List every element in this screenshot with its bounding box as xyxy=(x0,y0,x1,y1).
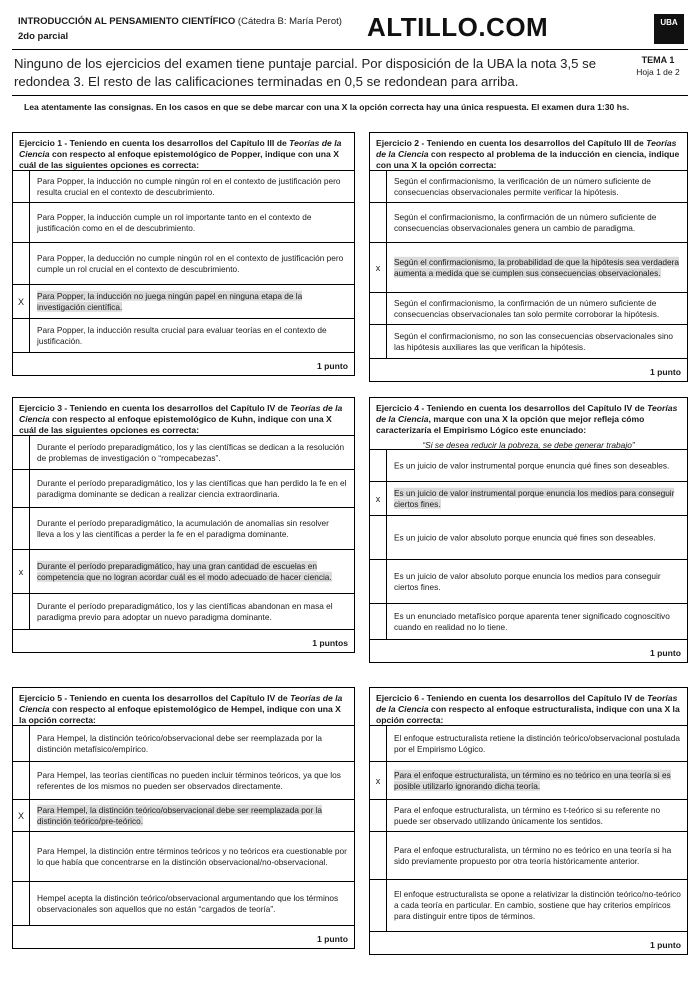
answer-checkbox[interactable] xyxy=(13,470,30,507)
course-title xyxy=(18,16,342,27)
answer-option[interactable] xyxy=(370,880,687,932)
prompt-text: Ejercicio 4 - Teniendo en cuenta los desarrollos del Capítulo IV de xyxy=(376,403,648,413)
option-label xyxy=(394,297,681,319)
option-label xyxy=(394,804,681,826)
option-text: Para Hempel, la distinción teórico/observacional debe ser reemplazada por la distinción metafísico/empírico. xyxy=(37,732,323,754)
prompt-text: Ejercicio 5 - Teniendo en cuenta los desarrollos del Capítulo IV de xyxy=(19,693,291,703)
answer-checkbox[interactable] xyxy=(13,171,30,202)
points-value: 1 punto xyxy=(316,934,348,944)
book-title: Teorías de la Ciencia xyxy=(376,693,678,714)
selection-mark: x xyxy=(375,262,381,273)
option-text: Durante el período preparadigmático, los y las científicas que han perdido la fe en el paradigma dominante se dedican a realizar ciencia extraordinaria. xyxy=(37,477,347,499)
grading-notice xyxy=(12,52,688,96)
answer-checkbox[interactable] xyxy=(370,880,387,931)
answer-option[interactable] xyxy=(13,594,354,630)
answer-option[interactable] xyxy=(13,762,354,800)
option-label xyxy=(394,889,681,923)
answer-checkbox[interactable] xyxy=(370,832,387,879)
answer-checkbox[interactable] xyxy=(13,882,30,925)
option-label xyxy=(37,732,348,754)
option-label xyxy=(394,532,681,543)
points-row xyxy=(370,640,687,662)
brand-watermark: ALTILLO.COM xyxy=(367,12,549,42)
answer-checkbox[interactable] xyxy=(13,508,30,549)
answer-checkbox[interactable] xyxy=(13,800,30,831)
answer-option[interactable] xyxy=(13,436,354,470)
exercise-2 xyxy=(369,132,688,382)
answer-option[interactable] xyxy=(370,560,687,604)
book-title: Teorías de la Ciencia xyxy=(19,403,343,424)
points-value: 1 punto xyxy=(316,361,348,371)
option-label xyxy=(37,252,348,274)
option-text: Según el confirmacionismo, la confirmación de un número suficiente de consecuencias observacionales tan solo permite corroborar la hipótesis. xyxy=(394,297,660,319)
answer-option[interactable] xyxy=(13,319,354,353)
selection-mark: x xyxy=(375,493,381,504)
option-label xyxy=(37,560,348,582)
prompt-text: con respecto al problema de la inducción en ciencia, indique con una X la opción correcta: xyxy=(376,149,680,170)
selection-mark: X xyxy=(17,296,24,307)
exercise-prompt xyxy=(13,688,354,726)
option-label xyxy=(394,460,681,471)
option-label xyxy=(394,211,681,233)
option-text: Durante el período preparadigmático, los y las científicas se dedican a la resolución de problemas de investigación o “rompecabezas”. xyxy=(37,441,345,463)
option-text: Para el enfoque estructuralista, un término no es teórico en una teoría si ha sido previamente propuesto por otra teoría históricamente anterior. xyxy=(394,844,672,866)
answer-checkbox[interactable] xyxy=(370,800,387,831)
page-indicator: Hoja 1 de 2 xyxy=(636,67,680,77)
option-text: Según el confirmacionismo, la verificación de un número suficiente de consecuencias observacionales permite verificar la hipótesis. xyxy=(394,175,651,197)
option-label xyxy=(37,769,348,791)
option-label xyxy=(37,175,348,197)
prompt-text: Ejercicio 1 - Teniendo en cuenta los desarrollos del Capítulo III de xyxy=(19,138,290,148)
prompt-text: Ejercicio 6 - Teniendo en cuenta los desarrollos del Capítulo IV de xyxy=(376,693,648,703)
answer-checkbox[interactable] xyxy=(370,762,387,799)
notice-text: Ninguno de los ejercicios del examen tiene puntaje parcial. Por disposición de la UBA la nota 3,5 se redondea 3. El resto de las calificaciones terminadas en 0,5 se redondean para arriba. xyxy=(14,56,597,89)
answer-option[interactable] xyxy=(13,882,354,926)
prompt-text: con respecto al enfoque estructuralista, indique con una X la opción correcta: xyxy=(376,704,680,725)
option-text: Según el confirmacionismo, la probabilidad de que la hipótesis sea verdadera aumenta a medida que se cumplen sus consecuencias observacionales. xyxy=(394,256,680,278)
exercise-prompt xyxy=(370,133,687,171)
answer-option[interactable] xyxy=(370,171,687,203)
course-name: INTRODUCCIÓN AL PENSAMIENTO CIENTÍFICO xyxy=(18,16,236,27)
option-label xyxy=(394,769,681,791)
answer-option[interactable] xyxy=(13,171,354,203)
option-text: Es un enunciado metafísico porque aparenta tener significado cognoscitivo cuando en realidad no lo tiene. xyxy=(394,610,670,632)
quoted-statement: “Si se desea reducir la pobreza, se debe generar trabajo” xyxy=(422,440,635,450)
answer-option[interactable] xyxy=(370,516,687,560)
exam-type: 2do parcial xyxy=(18,31,69,42)
answer-checkbox[interactable] xyxy=(13,319,30,352)
tema-box xyxy=(628,54,688,78)
answer-checkbox[interactable] xyxy=(370,482,387,515)
answer-option[interactable] xyxy=(13,285,354,319)
book-title: Teorías de la Ciencia xyxy=(19,138,342,159)
option-label xyxy=(394,175,681,197)
prompt-text: con respecto al enfoque epistemológico de Kuhn, indique con una X cuál de las siguientes opciones es correcta: xyxy=(19,414,332,435)
answer-option[interactable] xyxy=(13,550,354,594)
answer-checkbox[interactable] xyxy=(13,726,30,761)
logo-text: UBA xyxy=(660,18,678,27)
answer-checkbox[interactable] xyxy=(370,560,387,603)
option-label xyxy=(37,324,348,346)
exercise-prompt xyxy=(370,688,687,726)
answer-checkbox[interactable] xyxy=(370,243,387,292)
answer-checkbox[interactable] xyxy=(13,243,30,284)
answer-checkbox[interactable] xyxy=(13,203,30,242)
option-text: Para Popper, la deducción no cumple ningún rol en el contexto de justificación pero cumple un rol crucial en el contexto de descubrimiento. xyxy=(37,252,344,274)
answer-checkbox[interactable] xyxy=(13,285,30,318)
points-row xyxy=(13,630,354,652)
prompt-text: con respecto al enfoque epistemológico de Hempel, indique con una X la opción correcta: xyxy=(19,704,341,725)
book-title: Teorías de la Ciencia xyxy=(376,403,678,424)
option-label xyxy=(37,600,348,622)
option-text: Para el enfoque estructuralista, un término es t-teórico si su referente no puede ser observado utilizando únicamente los sentidos. xyxy=(394,804,661,826)
answer-checkbox[interactable] xyxy=(13,436,30,469)
option-text: Durante el período preparadigmático, la acumulación de anomalías sin resolver lleva a los y las científicas a perder la fe en el paradigma dominante. xyxy=(37,517,329,539)
exercise-4 xyxy=(369,397,688,663)
option-label xyxy=(37,804,348,826)
points-value: 1 punto xyxy=(649,648,681,658)
option-text: Para Hempel, la distinción entre términos teóricos y no teóricos era cuestionable por lo que había que concentrarse en la distinción observacional/no-observacional. xyxy=(37,845,347,867)
answer-option[interactable] xyxy=(370,293,687,325)
option-label xyxy=(37,892,348,914)
option-text: Es un juicio de valor absoluto porque enuncia los medios para conseguir ciertos fines. xyxy=(394,570,661,592)
tema-label: TEMA 1 xyxy=(641,55,675,65)
catedra-label: (Cátedra B: María Perot) xyxy=(235,16,342,27)
answer-option[interactable] xyxy=(370,832,687,880)
answer-option[interactable] xyxy=(13,203,354,243)
option-label xyxy=(37,441,348,463)
book-title: Teorías de la Ciencia xyxy=(19,693,343,714)
answer-option[interactable] xyxy=(13,470,354,508)
points-row xyxy=(13,926,354,948)
option-text: Para Popper, la inducción no cumple ningún rol en el contexto de justificación pero resulta crucial en el contexto de descubrimiento. xyxy=(37,175,341,197)
option-label xyxy=(394,732,681,754)
option-text: Es un juicio de valor instrumental porque enuncia los medios para conseguir ciertos fines. xyxy=(394,487,675,509)
answer-option[interactable] xyxy=(13,800,354,832)
option-label xyxy=(37,845,348,867)
answer-option[interactable] xyxy=(370,325,687,359)
prompt-text: con respecto al enfoque epistemológico de Popper, indique con una X cuál de las siguientes opciones es correcta: xyxy=(19,149,339,170)
prompt-text: Ejercicio 3 - Teniendo en cuenta los desarrollos del Capítulo IV de xyxy=(19,403,291,413)
option-label xyxy=(394,487,681,509)
option-text: El enfoque estructuralista se opone a relativizar la distinción teórico/no-teórico a cada teoría en particular. En cambio, sostiene que hay criterios empíricos para distinguir entre tipos de términos. xyxy=(394,888,681,922)
answer-checkbox[interactable] xyxy=(370,293,387,324)
exercise-prompt xyxy=(13,398,354,436)
points-row xyxy=(370,359,687,381)
prompt-text: Ejercicio 2 - Teniendo en cuenta los desarrollos del Capítulo III de xyxy=(376,138,647,148)
answer-checkbox[interactable] xyxy=(370,171,387,202)
option-text: Es un juicio de valor absoluto porque enuncia qué fines son deseables. xyxy=(394,531,656,542)
option-text: El enfoque estructuralista retiene la distinción teórico/observacional postulada por el Empirismo Lógico. xyxy=(394,732,680,754)
option-text: Hempel acepta la distinción teórico/observacional argumentando que los términos observacionales son aquellos que no están “cargados de teoría”. xyxy=(37,892,339,914)
book-title: Teorías de la Ciencia xyxy=(376,138,677,159)
option-label xyxy=(37,290,348,312)
option-label xyxy=(37,517,348,539)
option-text: Para Popper, la inducción cumple un rol importante tanto en el contexto de justificación como en el de descubrimiento. xyxy=(37,211,312,233)
exam-header xyxy=(12,10,688,50)
exercise-5 xyxy=(12,687,355,949)
option-text: Para Popper, la inducción resulta crucial para evaluar teorías en el contexto de justificación. xyxy=(37,324,327,346)
answer-checkbox[interactable] xyxy=(13,594,30,629)
answer-option[interactable] xyxy=(370,726,687,762)
exercise-1 xyxy=(12,132,355,376)
answer-option[interactable] xyxy=(13,726,354,762)
option-label xyxy=(394,610,681,632)
option-text: Es un juicio de valor instrumental porque enuncia qué fines son deseables. xyxy=(394,459,670,470)
answer-checkbox[interactable] xyxy=(13,762,30,799)
answer-checkbox[interactable] xyxy=(370,604,387,639)
points-value: 1 puntos xyxy=(312,638,348,648)
exercise-6 xyxy=(369,687,688,955)
option-text: Para Hempel, las teorías científicas no pueden incluir términos teóricos, ya que los referentes de los mismos no pueden ser observados directamente. xyxy=(37,769,341,791)
option-label xyxy=(394,256,681,278)
option-text: Durante el período preparadigmático, los y las científicas abandonan en masa el paradigma previo para adoptar un nuevo paradigma dominante. xyxy=(37,600,333,622)
answer-option[interactable] xyxy=(370,450,687,482)
option-text: Para Hempel, la distinción teórico/observacional debe ser reemplazada por la distinción teórico/pre-teórico. xyxy=(37,804,323,826)
instructions: Lea atentamente las consignas. En los casos en que se debe marcar con una X la opción correcta hay una única respuesta. El examen dura 1:30 hs. xyxy=(24,102,630,112)
answer-option[interactable] xyxy=(370,243,687,293)
option-label xyxy=(37,477,348,499)
answer-option[interactable] xyxy=(13,832,354,882)
answer-option[interactable] xyxy=(370,482,687,516)
exercise-prompt xyxy=(13,133,354,171)
answer-checkbox[interactable] xyxy=(370,450,387,481)
selection-mark: x xyxy=(375,775,381,786)
answer-checkbox[interactable] xyxy=(370,516,387,559)
points-value: 1 punto xyxy=(649,367,681,377)
selection-mark: X xyxy=(17,810,24,821)
option-text: Para el enfoque estructuralista, un término es no teórico en una teoría si es posible utilizarlo ignorando dicha teoría. xyxy=(394,769,671,791)
option-text: Para Popper, la inducción no juega ningún papel en ninguna etapa de la investigación científica. xyxy=(37,290,303,312)
option-label xyxy=(394,570,681,592)
option-text: Durante el período preparadigmático, hay una gran cantidad de escuelas en competencia que no logran acordar cuál es el modo adecuado de hacer ciencia. xyxy=(37,560,332,582)
uba-logo-icon xyxy=(654,14,684,44)
answer-checkbox[interactable] xyxy=(370,325,387,358)
answer-checkbox[interactable] xyxy=(13,832,30,881)
answer-checkbox[interactable] xyxy=(370,726,387,761)
answer-option[interactable] xyxy=(370,762,687,800)
answer-checkbox[interactable] xyxy=(13,550,30,593)
answer-checkbox[interactable] xyxy=(370,203,387,242)
option-label xyxy=(394,844,681,866)
answer-option[interactable] xyxy=(370,203,687,243)
points-row xyxy=(370,932,687,954)
answer-option[interactable] xyxy=(370,800,687,832)
selection-mark: x xyxy=(18,566,24,577)
answer-option[interactable] xyxy=(13,508,354,550)
answer-option[interactable] xyxy=(13,243,354,285)
option-text: Según el confirmacionismo, no son las consecuencias observacionales sino las hipótesis auxiliares las que verifican la hipótesis. xyxy=(394,330,674,352)
points-value: 1 punto xyxy=(649,940,681,950)
exercise-prompt xyxy=(370,398,687,450)
exercise-3 xyxy=(12,397,355,653)
points-row xyxy=(13,353,354,375)
answer-option[interactable] xyxy=(370,604,687,640)
option-label xyxy=(37,211,348,233)
option-text: Según el confirmacionismo, la confirmación de un número suficiente de consecuencias observacionales genera un cambio de paradigma. xyxy=(394,211,657,233)
prompt-text: , marque con una X la opción que mejor refleja cómo caracterizaría el Empirismo Lógico este enunciado: xyxy=(376,414,645,435)
option-label xyxy=(394,330,681,352)
